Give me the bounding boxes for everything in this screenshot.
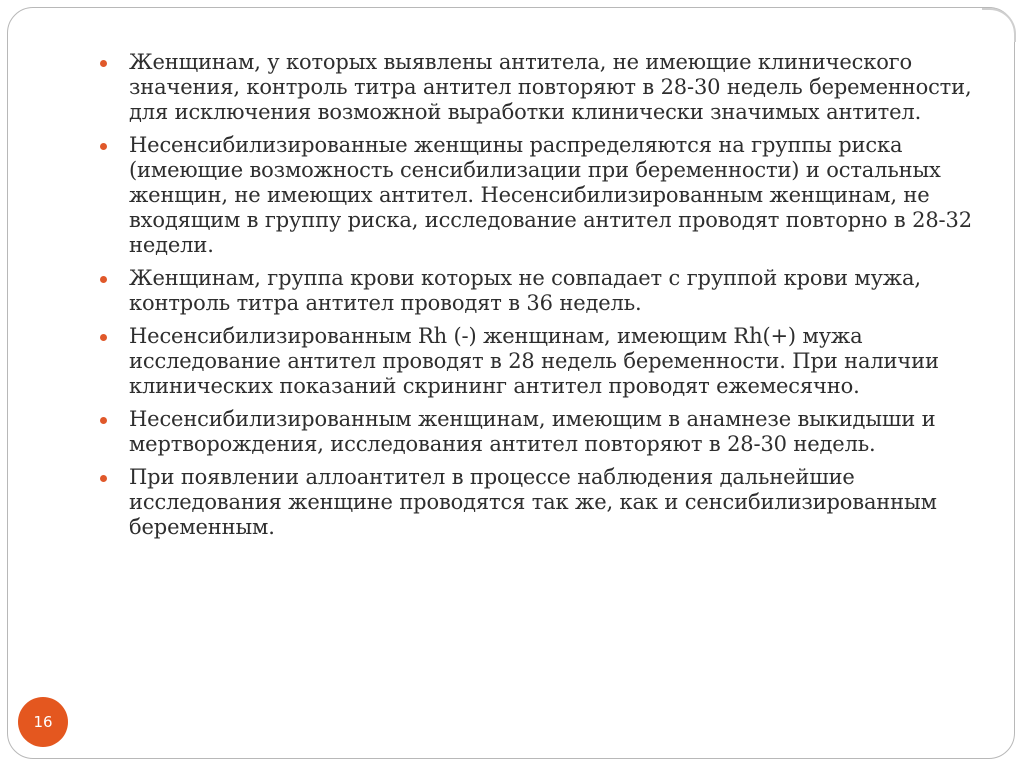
bullet-dot-icon xyxy=(100,276,107,283)
bullet-item xyxy=(100,407,980,457)
bullet-item xyxy=(100,465,980,540)
bullet-dot-icon xyxy=(100,417,107,424)
bullet-text: Несенсибилизированные женщины распределяются на группы риска (имеющие возможность сенсибилизации при беременности) и остальных женщин, не имеющих антител. Несенсибилизированным женщинам, не входящим в группу риска, исследование антител проводят повторно в 28-32 недели. xyxy=(129,133,972,257)
bullet-item xyxy=(100,133,980,258)
bullet-item xyxy=(100,266,980,316)
bullet-item xyxy=(100,50,980,125)
bullet-dot-icon xyxy=(100,60,107,67)
bullet-text: При появлении аллоантител в процессе наблюдения дальнейшие исследования женщине проводятся так же, как и сенсибилизированным беременным. xyxy=(129,465,937,539)
bullet-dot-icon xyxy=(100,475,107,482)
bullet-text: Несенсибилизированным женщинам, имеющим в анамнезе выкидыши и мертворождения, исследования антител повторяют в 28-30 недель. xyxy=(129,407,936,456)
bullet-item xyxy=(100,324,980,399)
bullet-text: Женщинам, группа крови которых не совпадает с группой крови мужа, контроль титра антител проводят в 36 недель. xyxy=(129,266,921,315)
bullet-dot-icon xyxy=(100,334,107,341)
bullet-list xyxy=(100,50,980,548)
bullet-text: Несенсибилизированным Rh (-) женщинам, имеющим Rh(+) мужа исследование антител проводят в 28 недель беременности. При наличии клинических показаний скрининг антител проводят ежемесячно. xyxy=(129,324,939,398)
bullet-text: Женщинам, у которых выявлены антитела, не имеющие клинического значения, контроль титра антител повторяют в 28-30 недель беременности, для исключения возможной выработки клинически значимых антител. xyxy=(129,50,972,124)
bullet-dot-icon xyxy=(100,143,107,150)
page-number-badge: 16 xyxy=(18,697,68,747)
slide-frame-corner xyxy=(982,8,1016,42)
